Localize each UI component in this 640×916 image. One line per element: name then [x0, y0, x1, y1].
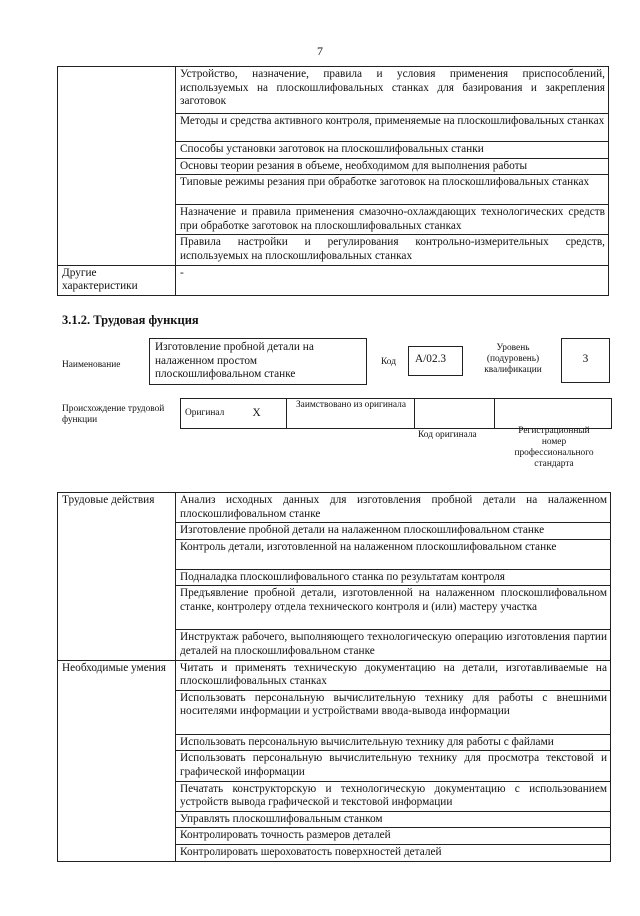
skill-item: Читать и применять техническую документацию на детали, изготавливаемые на плоскошлифовальных станках: [176, 660, 611, 690]
labor-action-item: Подналадка плоскошлифовального станка по результатам контроля: [176, 569, 611, 586]
labor-action-item: Контроль детали, изготовленной на налаженном плоскошлифовальном станке: [176, 539, 611, 569]
name-label: Наименование: [62, 360, 121, 370]
knowledge-item: Устройство, назначение, правила и условия применения приспособлений, используемых на плоскошлифовальных станках для базирования и закрепления заготовок: [176, 67, 609, 114]
labor-action-item: Инструктаж рабочего, выполняющего технологическую операцию изготовления партии деталей на плоскошлифовальном станке: [176, 630, 611, 660]
other-characteristics-value: -: [176, 265, 609, 295]
skill-item: Использовать персональную вычислительную технику для работы с файлами: [176, 734, 611, 751]
level-label: Уровень (подуровень) квалификации: [484, 343, 542, 375]
reg-number-cell: [495, 399, 612, 429]
section-title: 3.1.2. Трудовая функция: [62, 313, 199, 327]
original-mark: X: [249, 399, 287, 429]
skill-item: Контролировать точность размеров деталей: [176, 828, 611, 845]
origin-label: Происхождение трудовой функции: [62, 404, 165, 425]
function-details-table: [57, 492, 611, 862]
code-value: А/02.3: [408, 346, 463, 376]
knowledge-item: Основы теории резания в объеме, необходимом для выполнения работы: [176, 158, 609, 175]
skill-item: Управлять плоскошлифовальным станком: [176, 811, 611, 828]
skill-item: Использовать персональную вычислительную технику для просмотра текстовой и графической информации: [176, 751, 611, 781]
page-number: 7: [317, 44, 323, 58]
original-label: Оригинал: [181, 399, 249, 429]
origin-table: [180, 398, 612, 429]
level-value: 3: [561, 338, 610, 383]
function-name: Изготовление пробной детали на налаженном простом плоскошлифовальном станке: [149, 338, 367, 385]
code-label: Код: [381, 357, 396, 367]
labor-actions-label: Трудовые действия: [58, 493, 176, 661]
borrowed-label: Заимствовано из оригинала: [287, 399, 415, 429]
reg-number-label: Регистрационный номер профессионального стандарта: [514, 426, 594, 469]
labor-action-item: Анализ исходных данных для изготовления пробной детали на налаженном плоскошлифовальном станке: [176, 493, 611, 523]
code-original-cell: [415, 399, 495, 429]
knowledge-label-cell: [58, 67, 176, 266]
skills-label: Необходимые умения: [58, 660, 176, 861]
other-characteristics-label: Другие характеристики: [58, 265, 176, 295]
knowledge-table: [57, 66, 609, 296]
skill-item: Использовать персональную вычислительную технику для работы с внешними носителями информации и устройствами ввода-вывода информации: [176, 690, 611, 734]
knowledge-item: Методы и средства активного контроля, применяемые на плоскошлифовальных станках: [176, 114, 609, 142]
labor-action-item: Изготовление пробной детали на налаженном плоскошлифовальном станке: [176, 523, 611, 540]
code-original-label: Код оригинала: [418, 430, 477, 440]
skill-item: Печатать конструкторскую и технологическую документацию с использованием устройств вывода графической и текстовой информации: [176, 781, 611, 811]
knowledge-item: Назначение и правила применения смазочно-охлаждающих технологических средств при обработке заготовок на плоскошлифовальных станках: [176, 205, 609, 235]
knowledge-item: Правила настройки и регулирования контрольно-измерительных средств, используемых на плоскошлифовальных станках: [176, 235, 609, 265]
knowledge-item: Способы установки заготовок на плоскошлифовальных станки: [176, 142, 609, 159]
labor-action-item: Предъявление пробной детали, изготовленной на налаженном плоскошлифовальном станке, контролеру отдела технического контроля и (или) мастеру участка: [176, 586, 611, 630]
knowledge-item: Типовые режимы резания при обработке заготовок на плоскошлифовальных станках: [176, 175, 609, 205]
skill-item: Контролировать шероховатость поверхностей деталей: [176, 844, 611, 861]
